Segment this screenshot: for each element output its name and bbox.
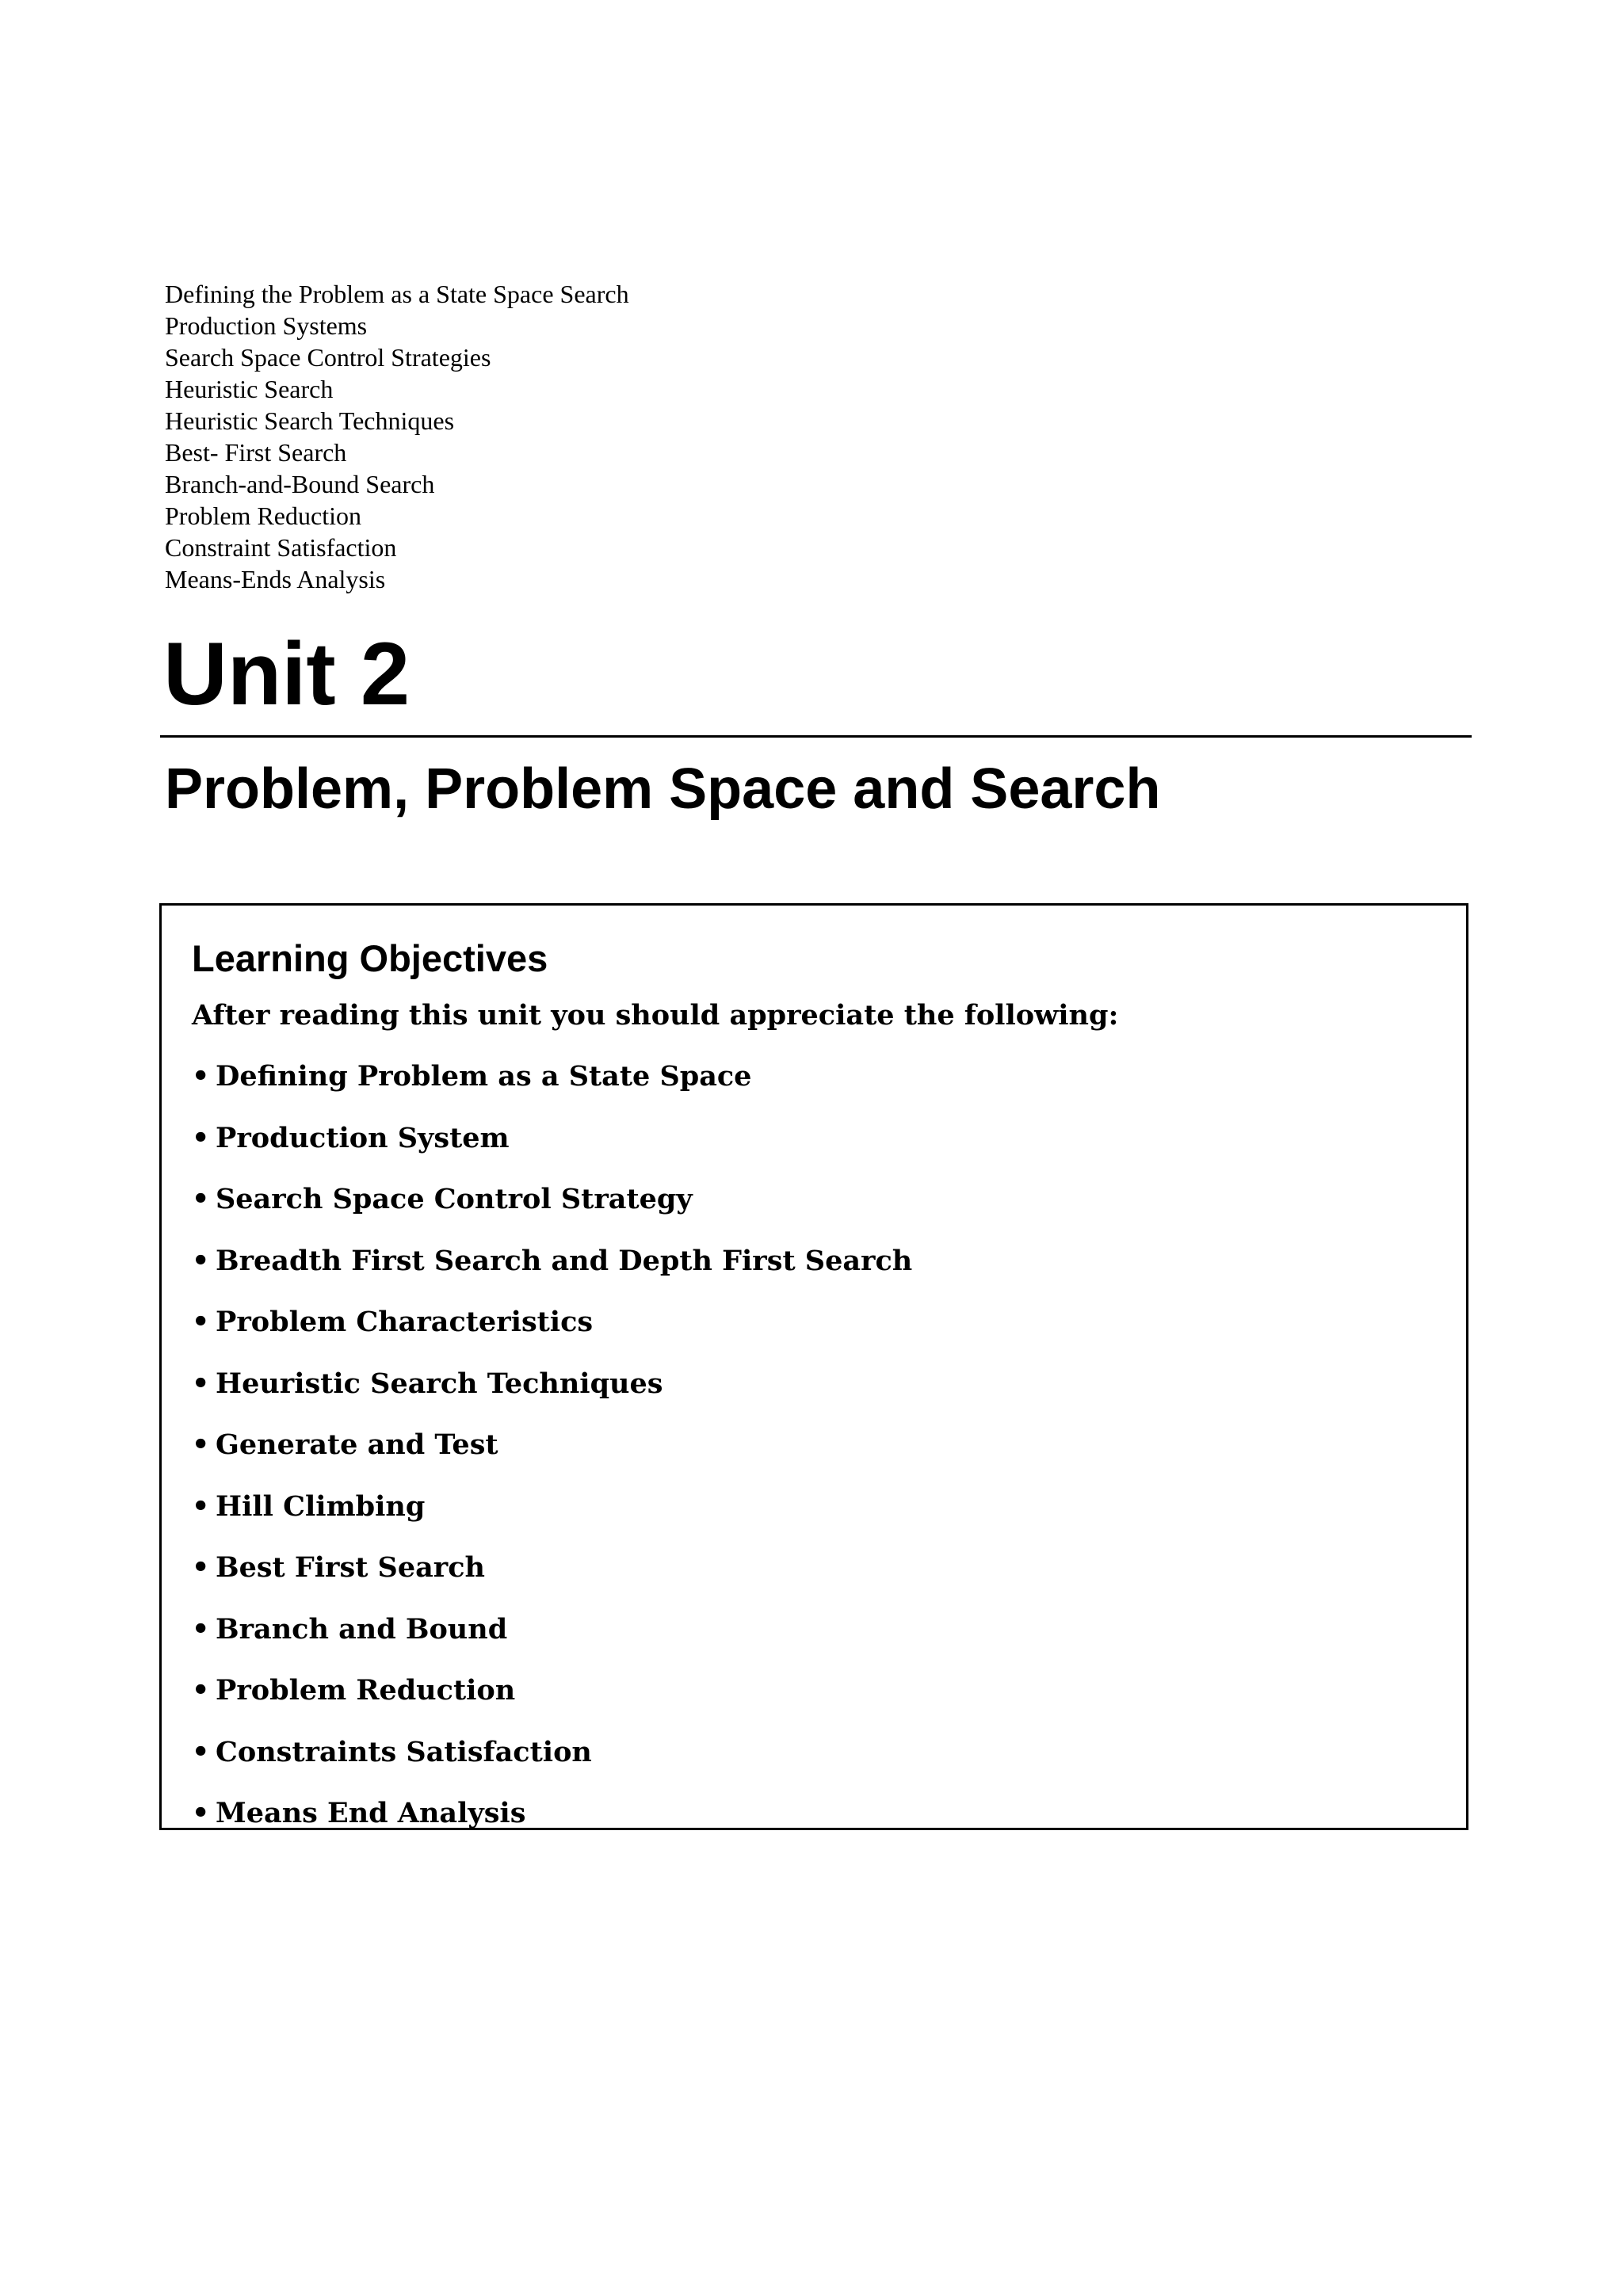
bullet-icon: • (192, 1489, 210, 1523)
bullet-icon: • (192, 1551, 210, 1584)
objective-item (192, 1488, 912, 1550)
bullet-icon: • (192, 1060, 210, 1093)
contents-item: Best- First Search (165, 438, 347, 467)
bullet-icon: • (192, 1121, 210, 1154)
heading-divider (160, 735, 1472, 738)
objective-item (192, 1119, 912, 1181)
bullet-icon: • (192, 1183, 210, 1215)
objective-text: Hill Climbing (216, 1489, 426, 1523)
contents-item: Means-Ends Analysis (165, 565, 386, 593)
contents-item: Heuristic Search Techniques (165, 406, 455, 435)
objective-text: Means End Analysis (216, 1797, 526, 1829)
contents-item: Branch-and-Bound Search (165, 470, 435, 498)
unit-title: Problem, Problem Space and Search (165, 757, 1161, 821)
objective-text: Constraints Satisfaction (216, 1735, 592, 1768)
objective-item (192, 1733, 912, 1795)
objective-item (192, 1242, 912, 1304)
bullet-icon: • (192, 1367, 210, 1400)
objective-text: Best First Search (216, 1551, 485, 1584)
objective-text: Problem Characteristics (216, 1306, 594, 1338)
learning-objectives-box (159, 903, 1468, 1830)
objective-item (192, 1058, 912, 1119)
contents-item: Heuristic Search (165, 375, 334, 403)
objective-item (192, 1549, 912, 1611)
bullet-icon: • (192, 1306, 210, 1338)
objective-text: Defining Problem as a State Space (216, 1060, 752, 1093)
contents-item: Defining the Problem as a State Space Search (165, 280, 629, 308)
contents-item: Problem Reduction (165, 502, 361, 530)
objective-text: Problem Reduction (216, 1674, 516, 1707)
objectives-heading: Learning Objectives (192, 937, 548, 979)
objective-item (192, 1303, 912, 1365)
objective-text: Heuristic Search Techniques (216, 1367, 663, 1400)
bullet-icon: • (192, 1244, 210, 1277)
objective-text: Branch and Bound (216, 1612, 508, 1646)
objective-text: Production System (216, 1121, 510, 1154)
unit-number: Unit 2 (163, 624, 411, 723)
bullet-icon: • (192, 1428, 210, 1461)
objective-text: Breadth First Search and Depth First Search (216, 1244, 913, 1277)
objective-item (192, 1794, 912, 1856)
objective-item (192, 1180, 912, 1242)
objective-item (192, 1426, 912, 1488)
contents-item: Search Space Control Strategies (165, 343, 491, 372)
objectives-intro: After reading this unit you should appreciate the following: (192, 999, 1119, 1032)
objectives-list (192, 1058, 912, 1856)
objective-item (192, 1611, 912, 1672)
contents-item: Constraint Satisfaction (165, 533, 397, 562)
bullet-icon: • (192, 1735, 210, 1768)
bullet-icon: • (192, 1797, 210, 1829)
objective-text: Search Space Control Strategy (216, 1183, 693, 1215)
bullet-icon: • (192, 1612, 210, 1646)
objective-item (192, 1365, 912, 1427)
objective-item (192, 1672, 912, 1733)
objective-text: Generate and Test (216, 1428, 498, 1461)
bullet-icon: • (192, 1674, 210, 1707)
contents-list (165, 278, 629, 595)
contents-item: Production Systems (165, 311, 368, 340)
